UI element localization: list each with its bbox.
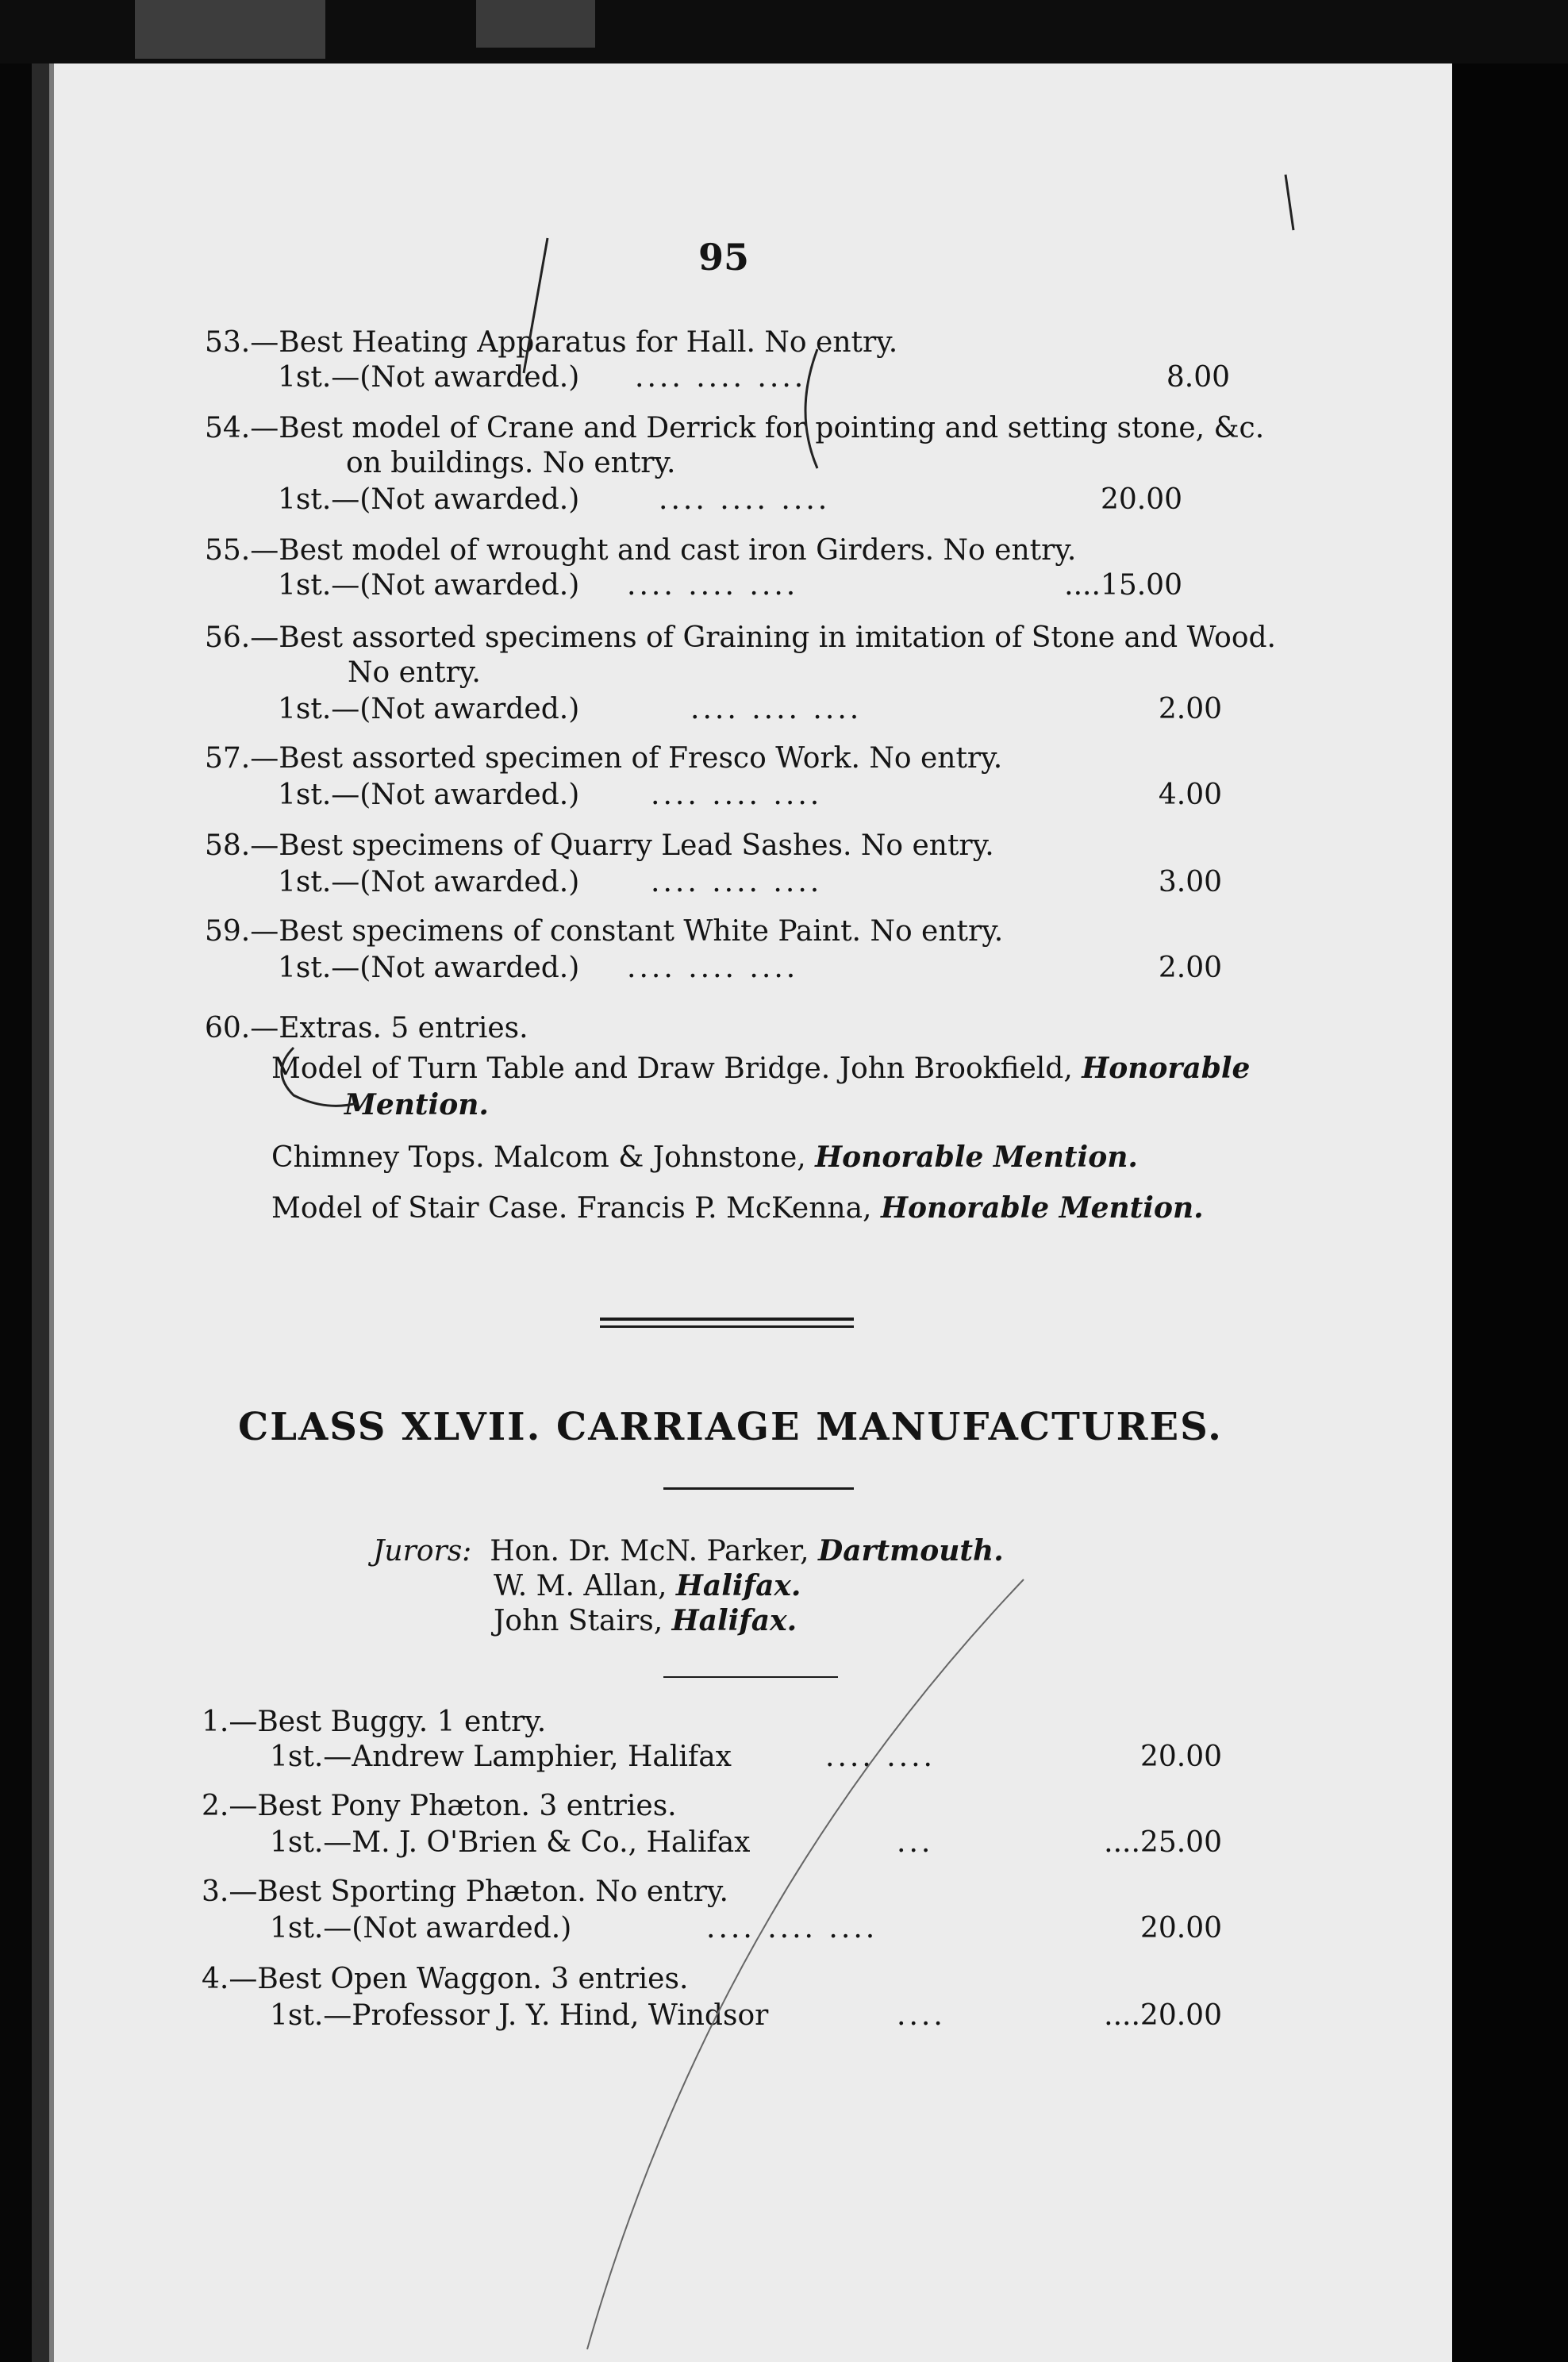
pencil-stroke — [1286, 175, 1293, 230]
extras-item-cont: Mention. — [344, 1088, 489, 1121]
leader-dots: .... .... — [825, 1741, 936, 1773]
leader-dots: .... .... .... — [627, 952, 799, 984]
award-line: 1st.—Professor J. Y. Hind, Windsor — [270, 1999, 769, 2032]
jurors-line: W. M. Allan, Halifax. — [494, 1569, 801, 1602]
prize-amount: ....20.00 — [1104, 1999, 1222, 2032]
extras-item: Model of Turn Table and Draw Bridge. John Brookfield, Honorable — [271, 1052, 1251, 1085]
leader-dots: .... .... .... — [627, 569, 799, 602]
page-number: 95 — [698, 236, 750, 279]
leader-dots: .... .... .... — [635, 361, 807, 394]
award-line: 1st.—M. J. O'Brien & Co., Halifax — [270, 1826, 751, 1859]
entry-line: 54.—Best model of Crane and Derrick for pointing and setting stone, &c. — [205, 412, 1265, 444]
entry-line: 4.—Best Open Waggon. 3 entries. — [202, 1963, 689, 1995]
entry-line: 59.—Best specimens of constant White Paint. No entry. — [205, 915, 1004, 948]
pencil-stroke — [587, 1579, 1024, 2349]
class-heading: CLASS XLVII. CARRIAGE MANUFACTURES. — [238, 1405, 1223, 1449]
leader-dots: .... .... .... — [659, 483, 831, 516]
entry-line-cont: No entry. — [348, 656, 481, 689]
entry-line: 2.—Best Pony Phæton. 3 entries. — [202, 1790, 677, 1822]
prize-amount: 20.00 — [1139, 1912, 1222, 1945]
leader-dots: .... .... .... — [690, 693, 863, 725]
award-line: 1st.—(Not awarded.) — [278, 361, 580, 394]
prize-amount: 2.00 — [1158, 952, 1222, 984]
prize-amount: 2.00 — [1158, 693, 1222, 725]
leader-dots: .... .... .... — [706, 1912, 878, 1945]
entry-line: 53.—Best Heating Apparatus for Hall. No entry. — [205, 326, 898, 359]
award-line: 1st.—(Not awarded.) — [278, 569, 580, 602]
leader-dots: ... — [897, 1826, 934, 1859]
award-line: 1st.—(Not awarded.) — [270, 1912, 572, 1945]
extras-item: Chimney Tops. Malcom & Johnstone, Honorable Mention. — [271, 1141, 1138, 1174]
leader-dots: .... .... .... — [651, 866, 823, 898]
jurors-line: Jurors: Hon. Dr. McN. Parker, Dartmouth. — [373, 1534, 1004, 1568]
jurors-line: John Stairs, Halifax. — [494, 1604, 797, 1637]
award-line: 1st.—(Not awarded.) — [278, 866, 580, 898]
pencil-stroke — [524, 238, 548, 373]
prize-amount: ....15.00 — [1064, 569, 1182, 602]
entry-line: 3.—Best Sporting Phæton. No entry. — [202, 1875, 728, 1908]
leader-dots: .... .... .... — [651, 779, 823, 811]
entry-line-cont: on buildings. No entry. — [346, 447, 676, 479]
award-line: 1st.—(Not awarded.) — [278, 952, 580, 984]
extras-title: 60.—Extras. 5 entries. — [205, 1012, 528, 1044]
leader-dots: .... — [897, 1999, 946, 2032]
prize-amount: 4.00 — [1158, 779, 1222, 811]
entry-line: 57.—Best assorted specimen of Fresco Work. No entry. — [205, 742, 1003, 775]
prize-amount: 20.00 — [1139, 1741, 1222, 1773]
entry-line: 1.—Best Buggy. 1 entry. — [202, 1706, 547, 1738]
entry-line: 56.—Best assorted specimens of Graining in imitation of Stone and Wood. — [205, 621, 1276, 654]
entry-line: 58.—Best specimens of Quarry Lead Sashes. No entry. — [205, 829, 994, 862]
extras-item: Model of Stair Case. Francis P. McKenna, Honorable Mention. — [271, 1191, 1204, 1225]
pencil-stroke — [805, 349, 817, 468]
award-line: 1st.—(Not awarded.) — [278, 693, 580, 725]
entry-line: 55.—Best model of wrought and cast iron Girders. No entry. — [205, 534, 1077, 567]
award-line: 1st.—(Not awarded.) — [278, 779, 580, 811]
award-line: 1st.—(Not awarded.) — [278, 483, 580, 516]
prize-amount: 20.00 — [1100, 483, 1182, 516]
award-line: 1st.—Andrew Lamphier, Halifax — [270, 1741, 732, 1773]
prize-amount: 3.00 — [1158, 866, 1222, 898]
prize-amount: ....25.00 — [1104, 1826, 1222, 1859]
prize-amount: 8.00 — [1166, 361, 1230, 394]
pencil-stroke — [282, 1048, 357, 1106]
